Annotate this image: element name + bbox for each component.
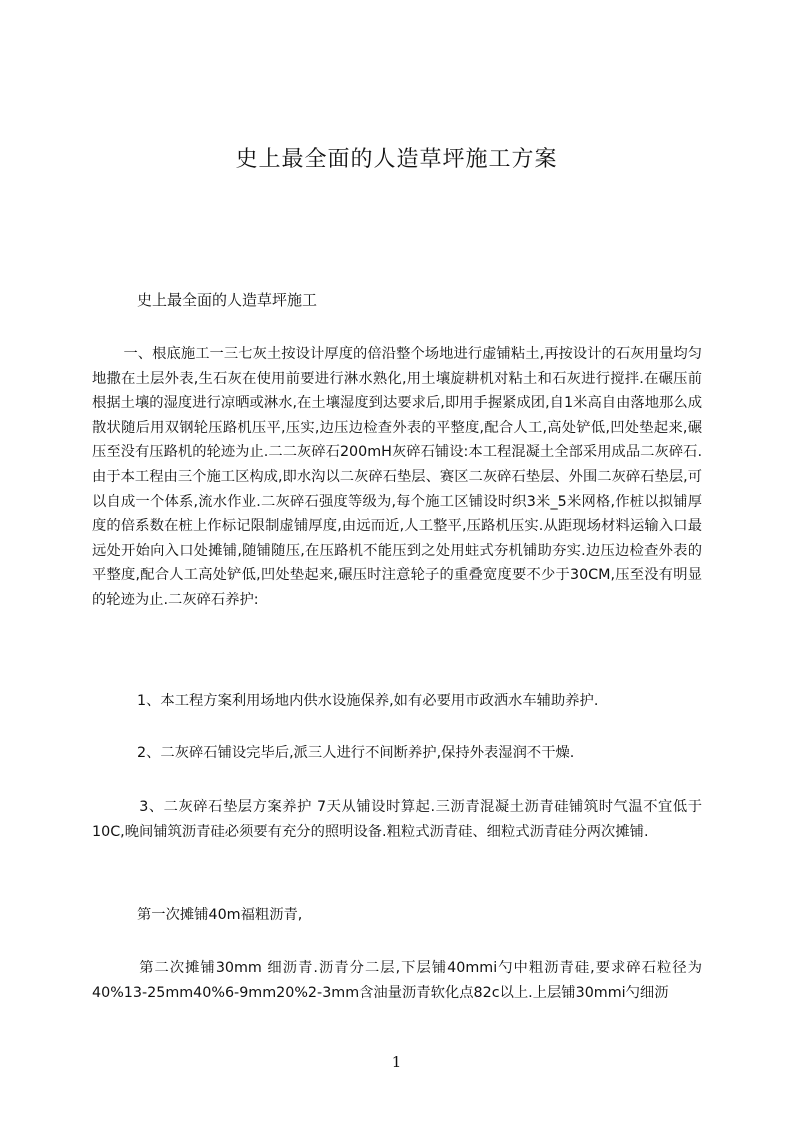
list-item-1: 1、本工程方案利用场地内供水设施保养,如有必要用市政洒水车辅助养护. — [137, 693, 599, 709]
document-subtitle: 史上最全面的人造草坪施工 — [137, 291, 318, 309]
paragraph-first-paving: 第一次摊铺40m福粗沥青, — [137, 907, 303, 923]
list-item-2: 2、二灰碎石铺设完毕后,派三人进行不间断养护,保持外表湿润不干燥. — [137, 745, 575, 761]
paragraph-second-paving: 第二次摊铺30mm 细沥青.沥青分二层,下层铺40mmi勺中粗沥青硅,要求碎石粒径为40%13-25mm40%6-9mm20%2-3mm含油量沥青软化点82c以上.上层铺30mmi勺细沥 — [92, 960, 702, 1001]
paragraph-asphalt: 3、二灰碎石垫层方案养护 7天从铺设时算起.三沥青混凝土沥青硅铺筑时气温不宜低于10C,晚间铺筑沥青硅必须要有充分的照明设备.粗粒式沥青硅、细粒式沥青硅分两次摊铺. — [92, 799, 702, 840]
page-number: 1 — [391, 1053, 402, 1071]
paragraph-foundation: 一、根底施工一三七灰土按设计厚度的倍沿整个场地进行虚铺粘土,再按设计的石灰用量均匀地撒在土层外表,生石灰在使用前要进行淋水熟化,用土壤旋耕机对粘土和石灰进行搅拌.在碾压前根据土壤的湿度进行凉晒或淋水,在土壤湿度到达要求后,即用手握紧成团,自1米高自由落地那么成散状随后用双钢轮压路机压平,压实,边压边检查外表的平整度,配合人工,高处铲低,凹处垫起来,碾压至没有压路机的轮迹为止.二二灰碎石200mH灰碎石铺设:本工程混凝土全部采用成品二灰碎石.由于本工程由三个施工区构成,即水沟以二灰碎石垫层、赛区二灰碎石垫层、外围二灰碎石垫层,可以自成一个体系,流水作业.二灰碎石强度等级为,每个施工区铺设时织3米_5米网格,作桩以拟铺厚度的倍系数在桩上作标记限制虚铺厚度,由远而近,人工整平,压路机压实.从距现场材料运输入口最远处开始向入口处摊铺,随铺随压,在压路机不能压到之处用蛀式夯机铺助夯实.边压边检查外表的平整度,配合人工高处铲低,凹处垫起来,碾压时注意轮子的重叠宽度要不少于30CM,压至没有明显的轮迹为止.二灰碎石养护: — [92, 346, 702, 608]
document-title: 史上最全面的人造草坪施工方案 — [235, 147, 558, 172]
